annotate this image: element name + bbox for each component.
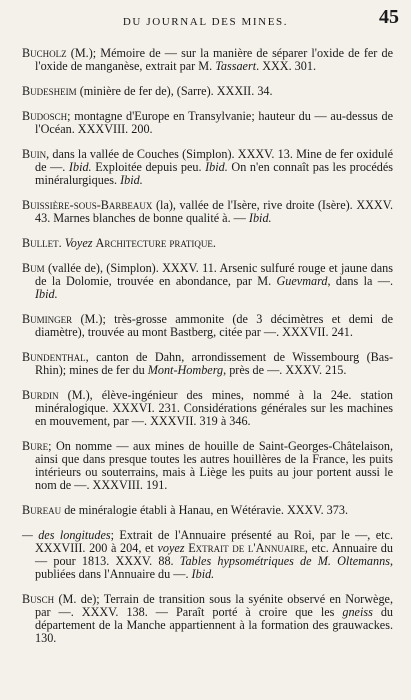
- entry-headword: Budesheim: [22, 84, 77, 99]
- entry-text: Ibid.: [205, 160, 228, 175]
- entry-text: Architecture pratique: [95, 236, 213, 251]
- entry-headword: Burdin: [22, 388, 59, 403]
- entry-headword: Budosch: [22, 109, 68, 124]
- entry-text: , dans la —.: [327, 274, 393, 289]
- index-entry: [22, 85, 393, 98]
- index-entry: [22, 593, 393, 645]
- entry-text: Ibid.: [248, 211, 272, 226]
- index-entry: [22, 199, 393, 225]
- entry-text: ; On nomme — aux mines de houille de Saint-Georges-Châtelaison, ainsi que dans presque toutes les autres houillères de la France, les puits intérieurs ou souterrains, mais à Liège les puits au jour portent aussi le nom de —. XXXVIII. 191.: [35, 439, 393, 492]
- entry-text: (M.); très-grosse ammonite (de 3 décimètres et demi de diamètre), trouvée au mont Bastberg, citée par —. XXXVII. 241.: [35, 312, 393, 340]
- entry-text: Guevmard: [276, 274, 328, 289]
- entry-headword: Bundenthal: [22, 350, 86, 365]
- entry-text: Ibid.: [120, 173, 143, 188]
- running-head: DU JOURNAL DES MINES.: [122, 16, 289, 28]
- entry-headword: Bucholz: [22, 46, 67, 61]
- entry-text: voyez: [157, 540, 185, 555]
- page-number: 45: [379, 6, 399, 28]
- entry-headword: Bullet: [22, 236, 59, 251]
- entry-text: du département de la Manche appartiennent à la formation des grauwackes. 130.: [35, 604, 394, 645]
- entry-text: (M.); Mémoire de — sur la manière de séparer l'oxide de fer de l'oxide de manganèse, extrait par M.: [35, 46, 393, 74]
- index-entries: [22, 35, 393, 645]
- entry-text: (M.), élève-ingénieur des mines, nommé à la 24e. station minéralogique. XXXVI. 231. Considérations générales sur les machines en mouvement, par —. XXXVII. 319 à 346.: [35, 388, 393, 428]
- entry-text: , etc. Annuaire du — pour 1813. XXXV. 88.: [35, 540, 393, 568]
- entry-text: ; Extrait de l'Annuaire présenté au Roi, par le —, etc. XXXVIII. 200 à 204, et: [35, 528, 393, 555]
- entry-text: Ibid.: [191, 566, 215, 581]
- index-entry: [22, 148, 393, 187]
- entry-text: ; montagne d'Europe en Transylvanie; hauteur du — au-dessus de l'Océan. XXXVIII. 200.: [35, 109, 393, 137]
- entry-text: Voyez: [64, 236, 93, 251]
- index-entry: [22, 504, 393, 517]
- entry-headword: Buissière-sous-Barbeaux: [22, 198, 153, 213]
- index-entry: [22, 529, 393, 581]
- entry-text: — des longitudes: [22, 528, 111, 542]
- entry-text: Mont-Homberg: [147, 363, 224, 378]
- entry-text: Tables hypsométriques de M. Oltemanns: [179, 553, 390, 568]
- entry-text: Extrait de l'Annuaire: [188, 540, 305, 555]
- entry-headword: Bure: [22, 439, 49, 454]
- entry-text: , dans la vallée de Couches (Simplon). XXXV. 13. Mine de fer oxidulé de —.: [35, 147, 393, 175]
- entry-text: (la), vallée de l'Isère, rive droite (Isère). XXXV. 43. Marnes blanches de bonne qualité à. —: [35, 198, 393, 226]
- entry-text: Ibid.: [68, 160, 92, 175]
- entry-text: Exploitée depuis peu.: [91, 160, 206, 175]
- entry-text: .: [58, 236, 65, 251]
- entry-headword: Buminger: [22, 312, 73, 327]
- entry-text: , près de —. XXXV. 215.: [223, 363, 347, 378]
- entry-text: .: [212, 236, 216, 251]
- index-entry: [22, 237, 393, 250]
- entry-text: gneiss: [342, 604, 373, 619]
- entry-text: (vallée de), (Simplon). XXXV. 11. Arsenic sulfuré rouge et jaune dans de la Dolomie, trouvée en abondance, par M.: [35, 261, 393, 289]
- index-entry: [22, 389, 393, 428]
- entry-text: Ibid.: [35, 287, 58, 302]
- index-entry: [22, 110, 393, 136]
- entry-headword: Bum: [22, 261, 45, 276]
- index-entry: [22, 47, 393, 73]
- entry-text: Tassaert: [215, 59, 257, 74]
- entry-text: . XXX. 301.: [256, 59, 317, 74]
- entry-text: de minéralogie établi à Hanau, en Wétéravie. XXXV. 373.: [61, 502, 349, 517]
- entry-text: (minière de fer de), (Sarre). XXXII. 34.: [76, 84, 273, 99]
- index-entry: [22, 313, 393, 339]
- index-entry: [22, 351, 393, 377]
- entry-text: , publiées dans l'Annuaire du —.: [35, 553, 393, 581]
- entry-headword: Bureau: [22, 502, 62, 517]
- index-entry: [22, 262, 393, 301]
- index-entry: [22, 440, 393, 492]
- entry-headword: Busch: [22, 591, 55, 606]
- entry-headword: Buin: [22, 147, 47, 162]
- entry-text: (M. de); Terrain de transition sous la syénite observé en Norwège, par —. XXXV. 138. — Paraît porté à croire que les: [35, 591, 393, 619]
- entry-text: On n'en connaît pas les procédés minéralurgiques.: [35, 160, 393, 188]
- entry-text: , canton de Dahn, arrondissement de Wissembourg (Bas-Rhin); mines de fer du: [35, 350, 393, 378]
